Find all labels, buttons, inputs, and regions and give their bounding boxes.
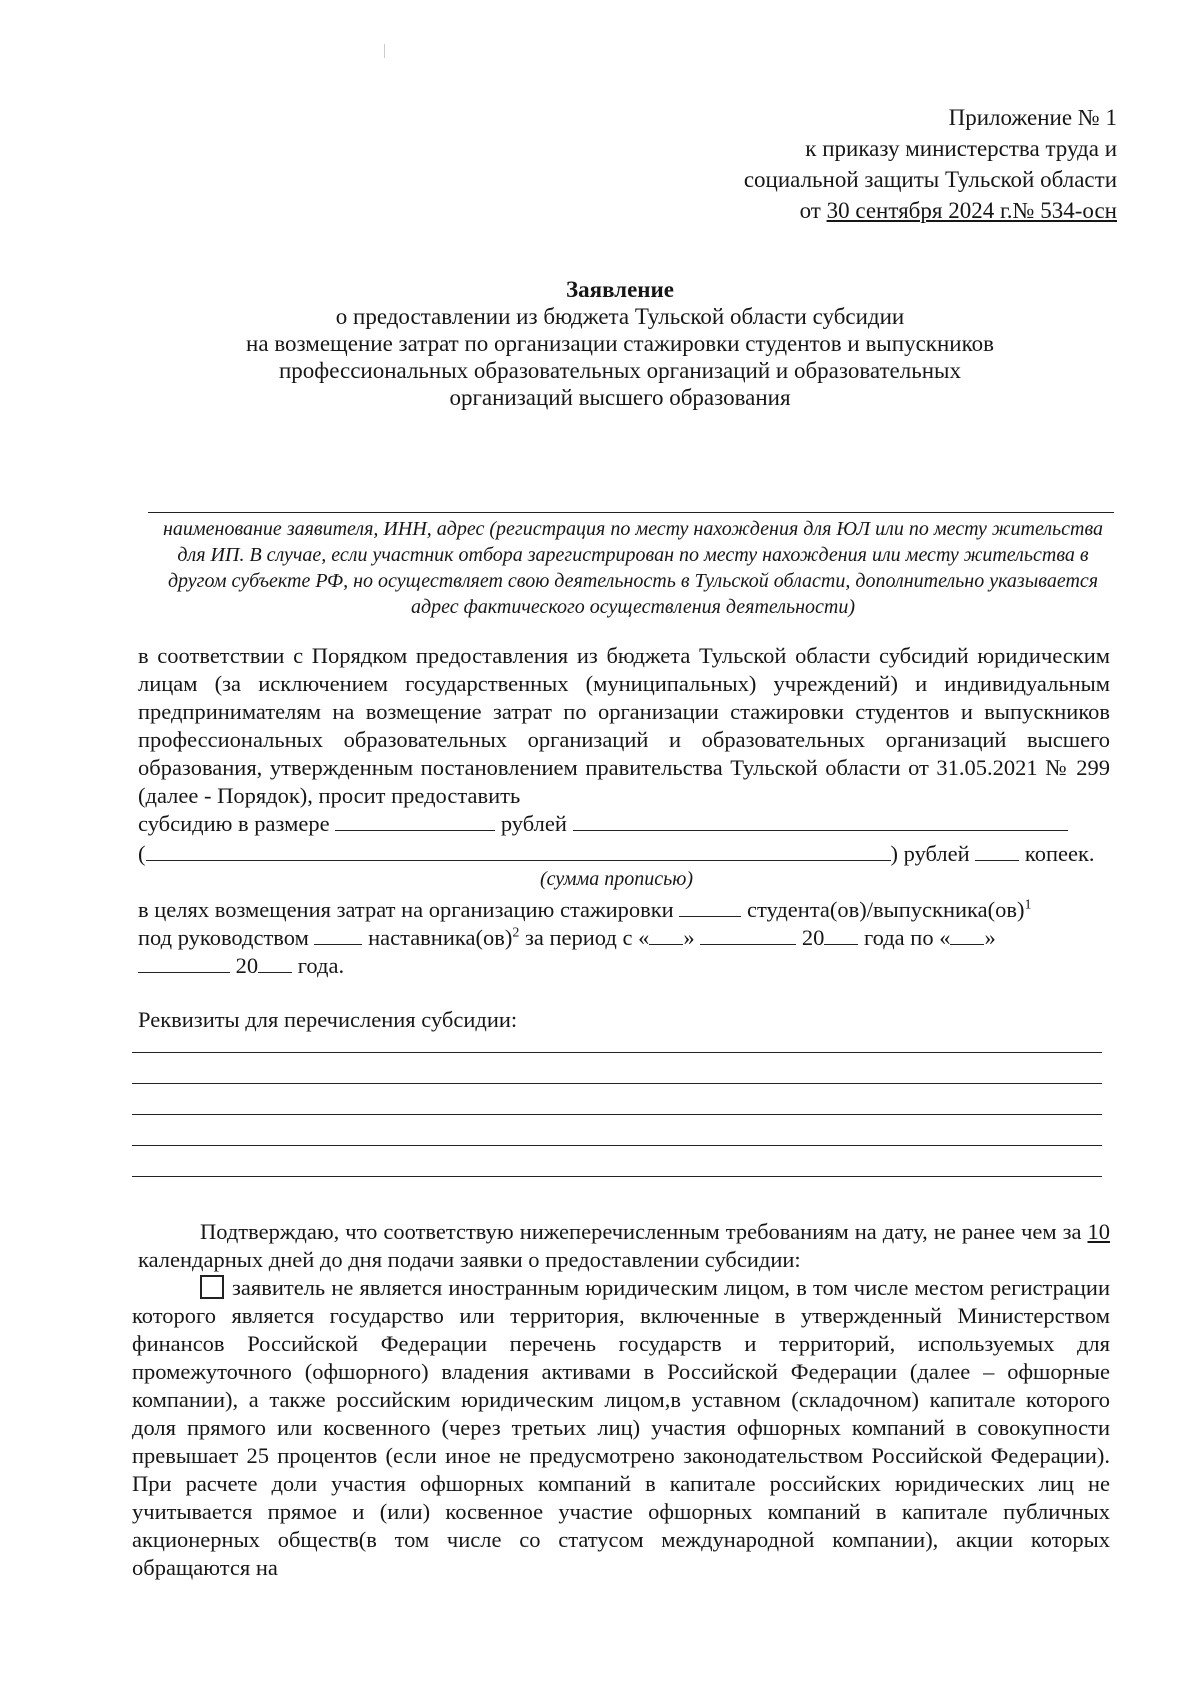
subsidy-extra-field[interactable] <box>573 810 1068 831</box>
purpose-text: в целях возмещения затрат на организацию стажировки <box>138 897 674 922</box>
requisites-field[interactable] <box>132 1114 1102 1115</box>
subsidy-label: субсидию в размере <box>138 811 330 836</box>
students-count-field[interactable] <box>679 896 741 917</box>
title-line: о предоставлении из бюджета Тульской области субсидии <box>335 304 905 329</box>
subsidy-amount-line <box>138 810 1110 838</box>
kopecks-label: копеек. <box>1024 841 1095 866</box>
requisites-label: Реквизиты для перечисления субсидии: <box>138 1007 518 1032</box>
confirm-days: 10 <box>1087 1219 1110 1244</box>
requisites-field[interactable] <box>132 1145 1102 1146</box>
purpose-line <box>138 924 1110 952</box>
to-day-field[interactable] <box>950 924 984 945</box>
to-year-field[interactable] <box>258 952 292 973</box>
requirement-text: заявитель не является иностранным юридическим лицом, в том числе местом регистрации которого является государство или территория, включенные в утвержденный Министерством финансов Российской Федерации перечень государств и территорий, используемых для промежуточного (офшорного) владения активами в Российской Федерации (далее – офшорные компании), а также российским юридическим лицом,в уставном (складочном) капитале которого доля прямого или косвенного (через третьих лиц) участия офшорных компаний в совокупности превышает 25 процентов (если иное не предусмотрено законодательством Российской Федерации). При расчете доли участия офшорных компаний в капитале российских юридических лиц не учитывается прямое и (или) косвенное участие офшорных компаний в капитале публичных акционерных обществ(в том числе со статусом международной компании), акции которых обращаются на <box>132 1275 1110 1580</box>
appendix-prefix: от <box>799 198 821 223</box>
quote-close: » <box>683 925 695 950</box>
subsidy-currency: рублей <box>500 811 567 836</box>
open-paren: ( <box>138 841 146 866</box>
subsidy-words-field[interactable] <box>146 840 891 861</box>
document-title <box>140 276 1100 411</box>
period-from-label: за период с « <box>524 925 650 950</box>
title-heading: Заявление <box>565 277 675 302</box>
subsidy-words-line <box>138 840 1110 868</box>
from-month-field[interactable] <box>700 924 796 945</box>
scan-mark <box>384 44 385 58</box>
applicant-name-field[interactable] <box>148 512 1114 513</box>
year-prefix: 20 <box>235 953 259 978</box>
title-line: на возмещение затрат по организации стажировки студентов и выпускников <box>246 331 994 356</box>
appendix-line: к приказу министерства труда и <box>805 136 1117 161</box>
purpose-line <box>138 896 1110 924</box>
period-to-label: года по « <box>863 925 951 950</box>
requisites-field[interactable] <box>132 1052 1102 1053</box>
mentors-label: наставника(ов) <box>368 925 513 950</box>
sum-in-words-hint: (сумма прописью) <box>540 868 694 890</box>
confirm-intro <box>138 1218 1110 1274</box>
appendix-line: социальной защиты Тульской области <box>743 167 1117 192</box>
purpose-block <box>138 896 1110 980</box>
requisites-field[interactable] <box>132 1176 1102 1177</box>
appendix-date: 30 сентября 2024 г. <box>826 198 1013 223</box>
mentors-count-field[interactable] <box>314 924 362 945</box>
footnote-1: 1 <box>1024 897 1032 913</box>
from-year-field[interactable] <box>824 924 858 945</box>
confirm-intro-text: календарных дней до дня подачи заявки о предоставлении субсидии: <box>138 1247 801 1272</box>
purpose-line <box>138 952 1110 980</box>
year-suffix: года. <box>297 953 345 978</box>
students-label: студента(ов)/выпускника(ов) <box>746 897 1025 922</box>
confirm-intro-text: Подтверждаю, что соответствую нижеперечисленным требованиям на дату, не ранее чем за <box>200 1219 1082 1244</box>
appendix-number: № 534-осн <box>1012 198 1117 223</box>
supervision-text: под руководством <box>138 925 309 950</box>
rubles-label: ) рублей <box>890 841 970 866</box>
applicant-field-hint: наименование заявителя, ИНН, адрес (регистрация по месту нахождения для ЮЛ или по месту жительства для ИП. В случае, если участник отбора зарегистрирован по месту нахождения или месту жительства в другом субъекте РФ, но осуществляет свою деятельность в Тульской области, дополнительно указывается адрес фактического осуществления деятельности) <box>162 518 1104 618</box>
to-month-field[interactable] <box>138 952 230 973</box>
requisites-field[interactable] <box>132 1083 1102 1084</box>
requirement-item-1 <box>132 1274 1110 1582</box>
appendix-header <box>744 102 1117 226</box>
kopecks-field[interactable] <box>975 840 1019 861</box>
requirement-checkbox[interactable] <box>200 1275 224 1299</box>
appendix-order-line <box>744 195 1117 226</box>
quote-close: » <box>984 925 996 950</box>
from-day-field[interactable] <box>649 924 683 945</box>
footnote-2: 2 <box>512 925 520 941</box>
subsidy-amount-field[interactable] <box>335 810 495 831</box>
request-paragraph: в соответствии с Порядком предоставления из бюджета Тульской области субсидий юридическим лицам (за исключением государственных (муниципальных) учреждений) и индивидуальным предпринимателям на возмещение затрат по организации стажировки студентов и выпускников профессиональных образовательных организаций и образовательных организаций высшего образования, утвержденным постановлением правительства Тульской области от 31.05.2021 № 299 (далее - Порядок), просит предоставить <box>138 643 1110 808</box>
title-line: профессиональных образовательных организаций и образовательных <box>279 358 961 383</box>
year-prefix: 20 <box>801 925 825 950</box>
title-line: организаций высшего образования <box>449 385 791 410</box>
appendix-line: Приложение № 1 <box>948 105 1117 130</box>
